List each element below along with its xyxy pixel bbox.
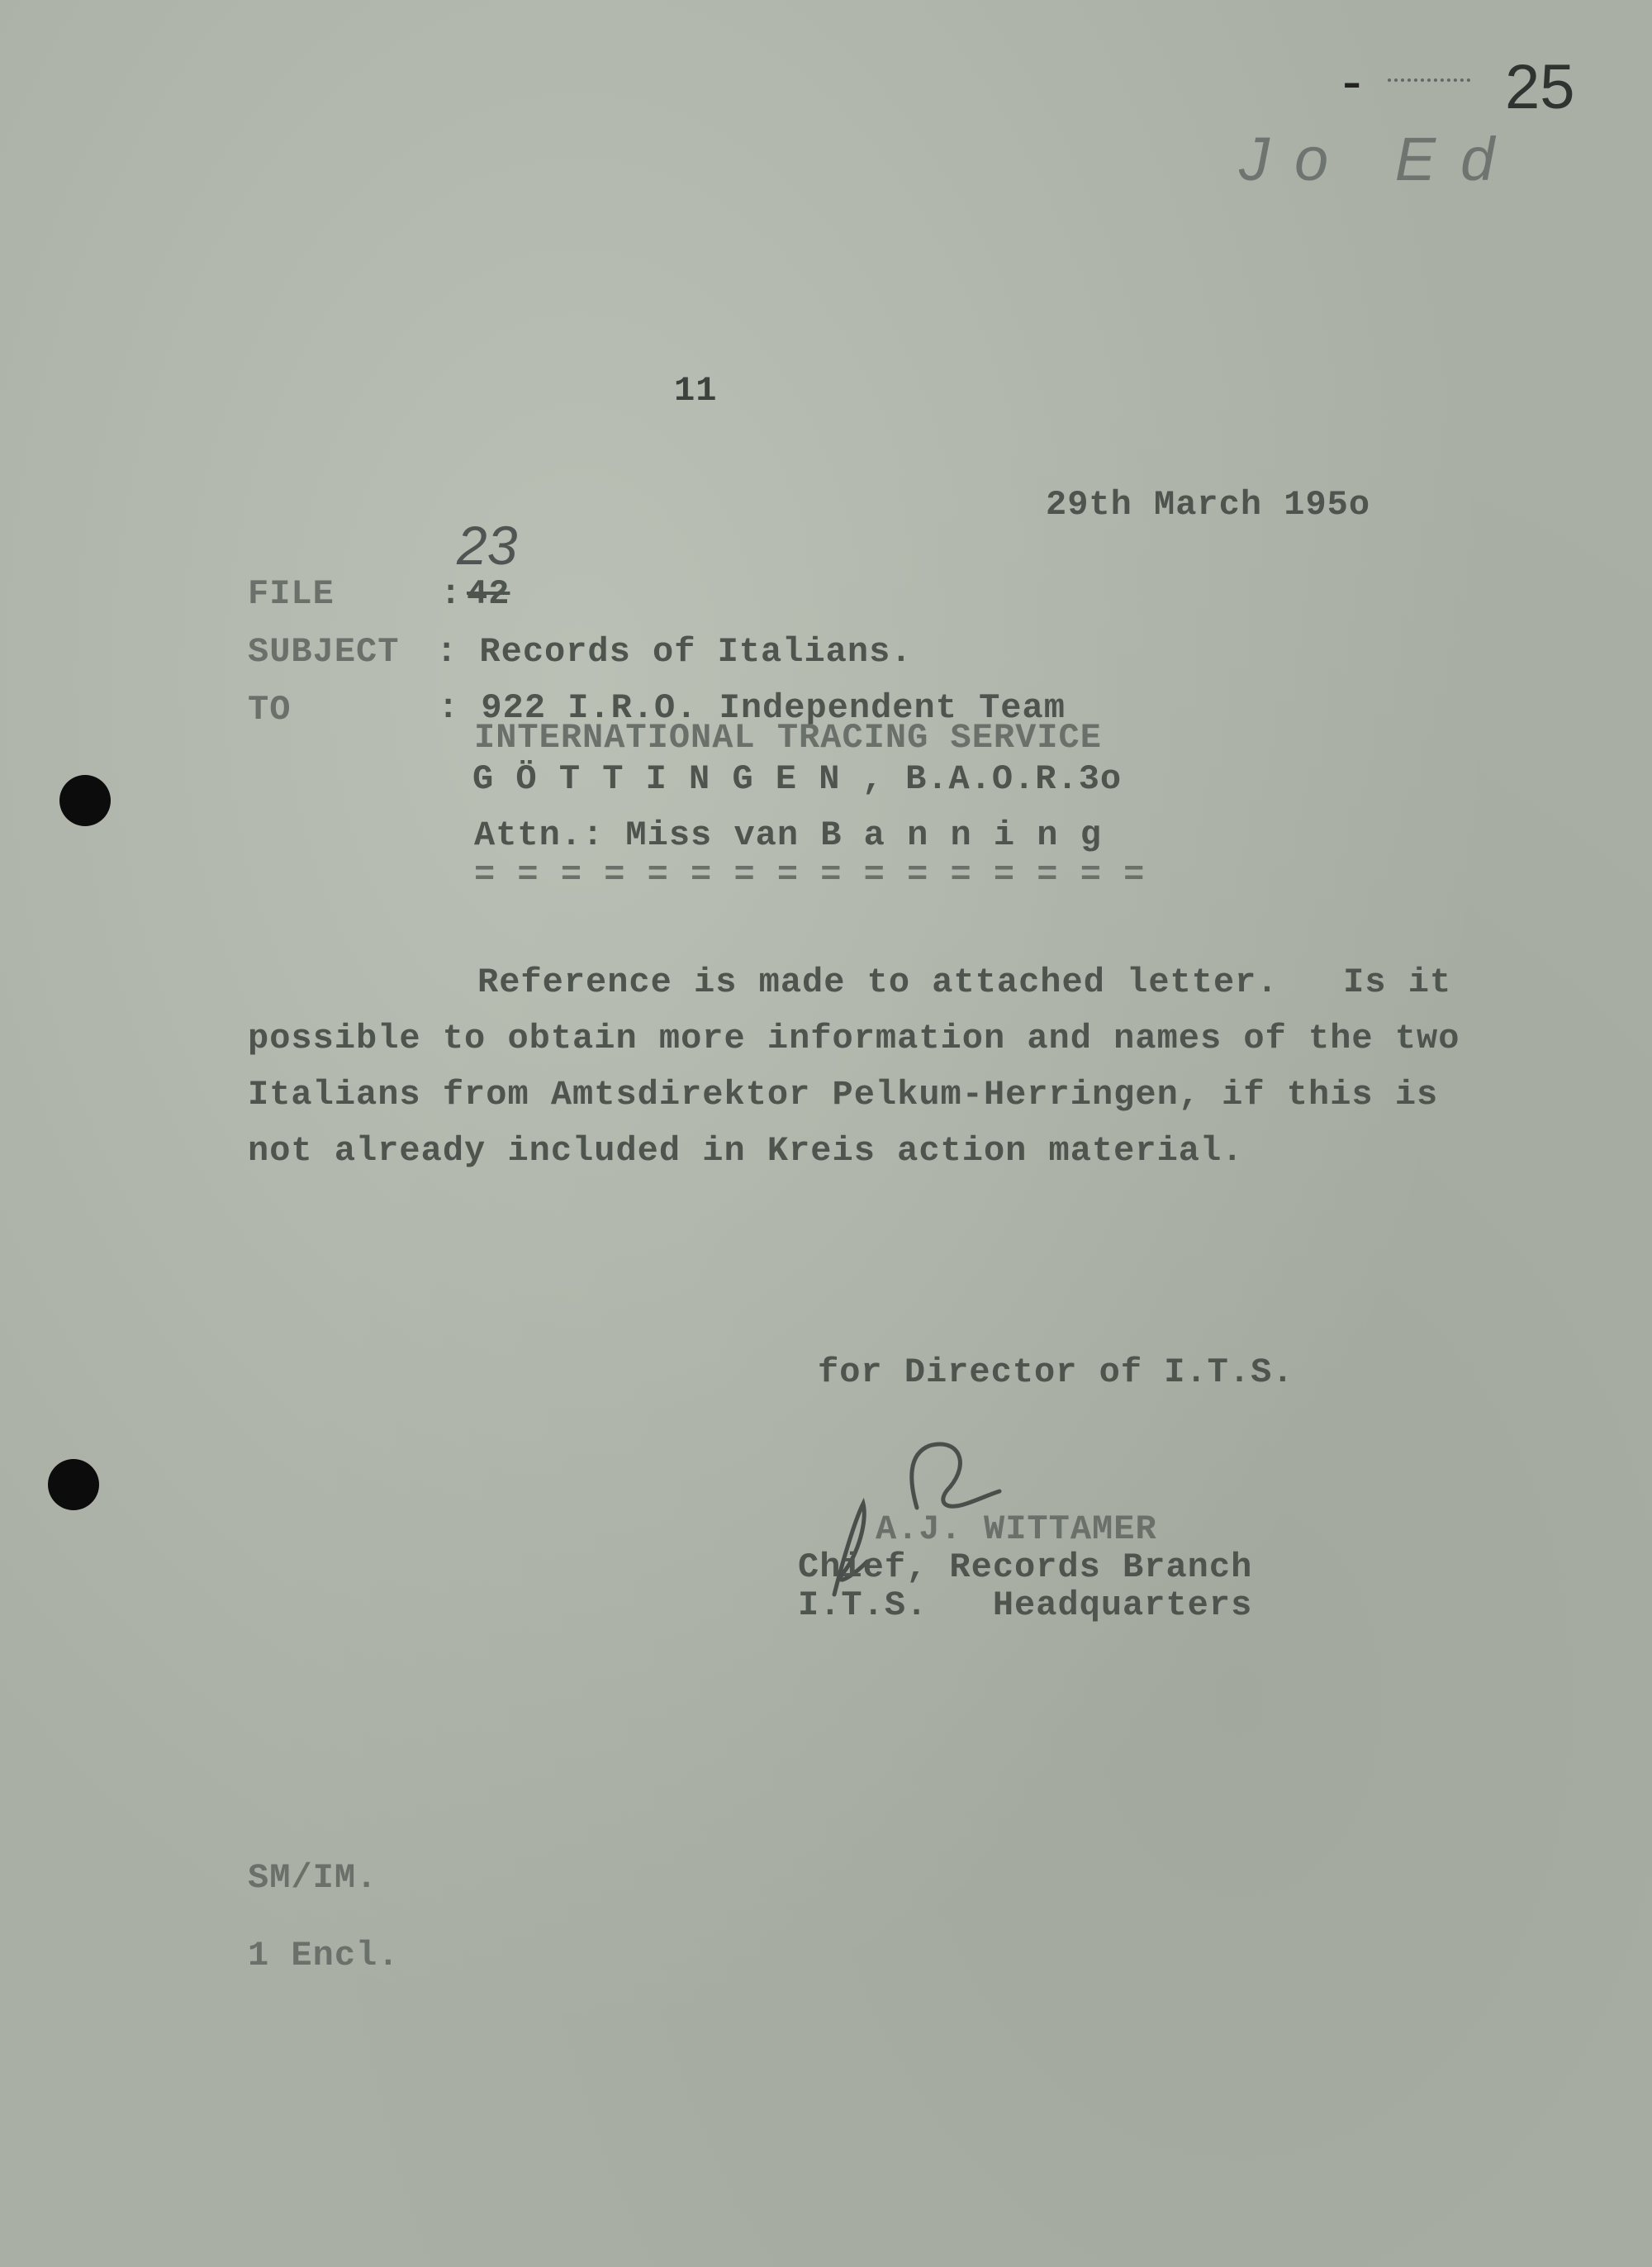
attention-underline: = = = = = = = = = = = = = = = = <box>474 855 1146 895</box>
signatory-title: Chief, Records Branch <box>798 1547 1253 1587</box>
reference-number: 11 <box>674 371 718 411</box>
enclosure-note: 1 Encl. <box>248 1936 400 1975</box>
file-number-handwritten: 23 <box>457 515 518 576</box>
punch-hole-top <box>59 775 111 826</box>
attention-line: Attn.: Miss van B a n n i n g <box>474 815 1102 855</box>
signatory-name: A.J. WITTAMER <box>876 1509 1157 1549</box>
to-label: TO <box>248 690 292 730</box>
subject-label: SUBJECT <box>248 632 400 672</box>
page-number: 25 <box>1505 52 1575 122</box>
body-line-4: not already included in Kreis action material. <box>248 1131 1244 1171</box>
body-line-3: Italians from Amtsdirektor Pelkum-Herringen, if this is <box>248 1075 1439 1114</box>
letter-date: 29th March 195o <box>1046 485 1371 525</box>
body-line-2: possible to obtain more information and names of the two <box>248 1019 1460 1058</box>
subject-value: : Records of Italians. <box>436 632 913 672</box>
handwritten-note: Jo Ed <box>1239 125 1520 193</box>
file-separator: : <box>440 574 463 614</box>
to-line-3: G Ö T T I N G E N , B.A.O.R.3o <box>472 759 1123 799</box>
signatory-office: I.T.S. Headquarters <box>798 1585 1253 1625</box>
stamp-fragment: - <box>1342 49 1362 113</box>
dotted-mark <box>1388 78 1470 85</box>
to-line-1: : 922 I.R.O. Independent Team <box>438 688 1066 728</box>
file-number-struck: 42 <box>467 574 510 614</box>
signature-for-line: for Director of I.T.S. <box>818 1352 1294 1392</box>
typist-initials: SM/IM. <box>248 1858 378 1898</box>
punch-hole-bottom <box>48 1459 99 1510</box>
body-line-1: Reference is made to attached letter. Is it <box>477 962 1452 1002</box>
to-line-2: INTERNATIONAL TRACING SERVICE <box>474 718 1102 758</box>
file-label: FILE <box>248 574 335 614</box>
